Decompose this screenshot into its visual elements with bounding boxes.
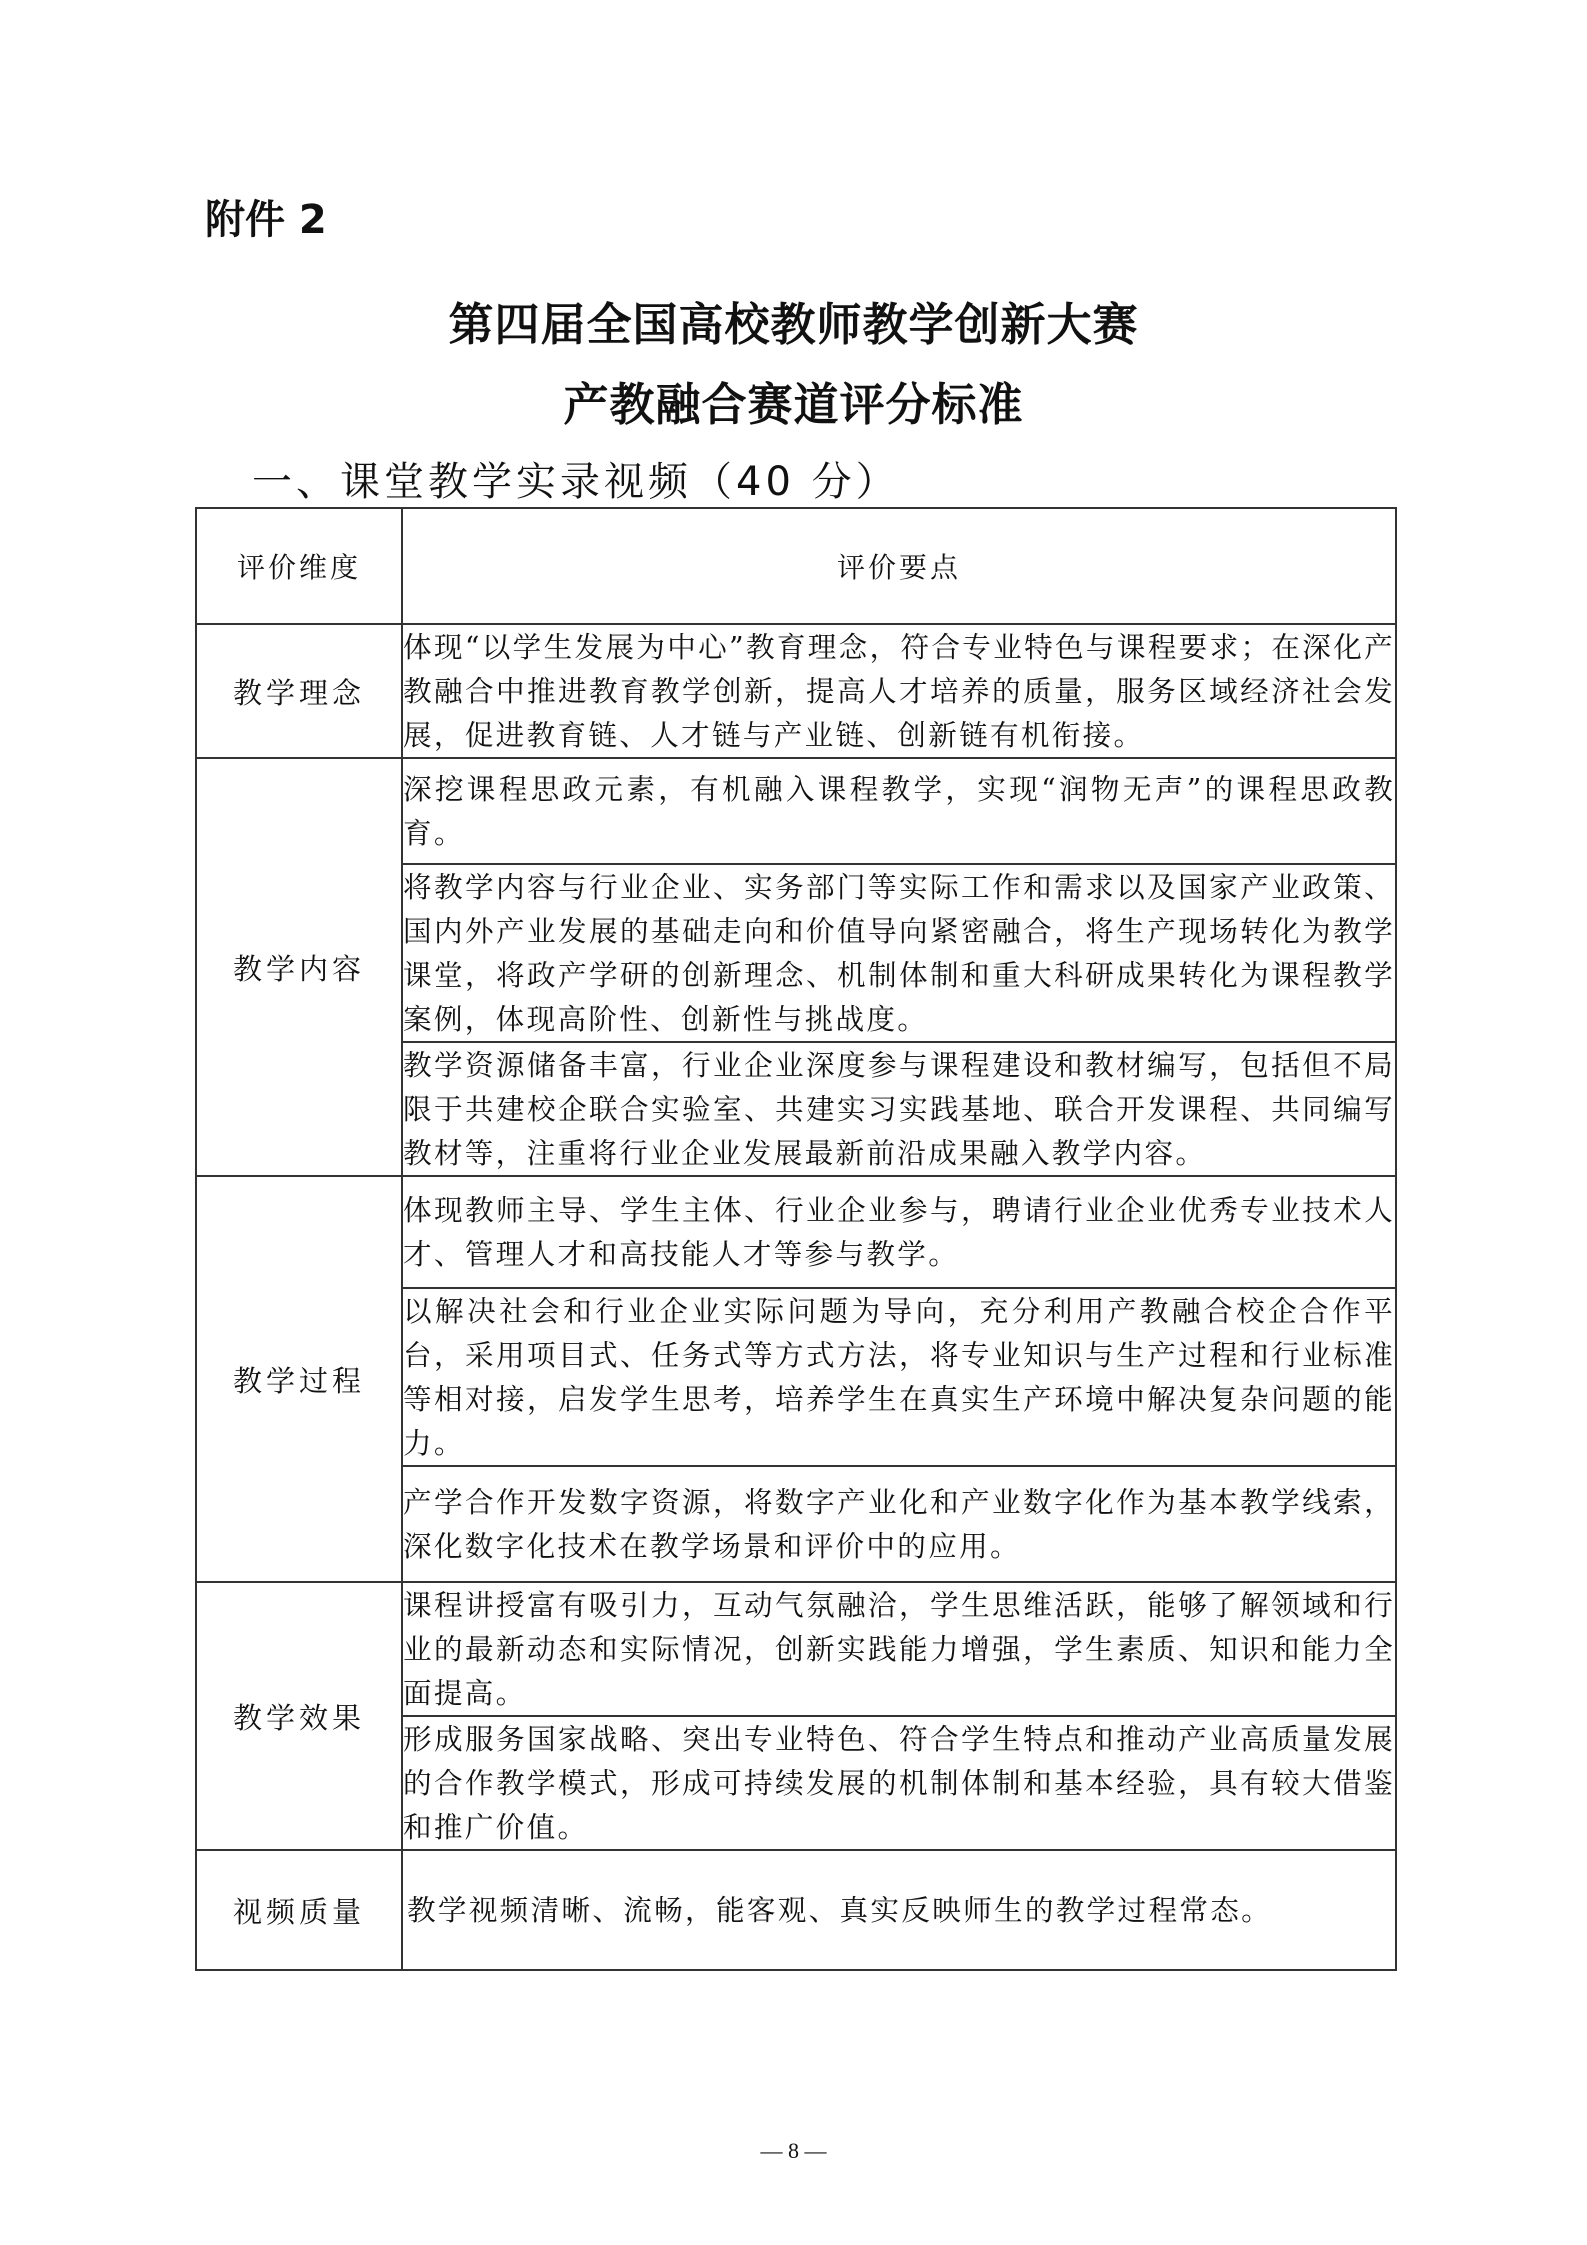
dimension-cell: 教学理念 — [196, 624, 402, 758]
dimension-cell: 视频质量 — [196, 1850, 402, 1970]
dimension-cell: 教学过程 — [196, 1176, 402, 1582]
table-header-row — [196, 508, 1396, 624]
attachment-label: 附件 2 — [205, 197, 327, 243]
scoring-criteria-table — [195, 507, 1397, 1971]
criteria-point: 深挖课程思政元素，有机融入课程教学，实现“润物无声”的课程思政教育。 — [402, 758, 1396, 864]
criteria-point: 产学合作开发数字资源，将数字产业化和产业数字化作为基本教学线索，深化数字化技术在教学场景和评价中的应用。 — [402, 1466, 1396, 1582]
criteria-point: 形成服务国家战略、突出专业特色、符合学生特点和推动产业高质量发展的合作教学模式，形成可持续发展的机制体制和基本经验，具有较大借鉴和推广价值。 — [402, 1716, 1396, 1850]
criteria-point: 将教学内容与行业企业、实务部门等实际工作和需求以及国家产业政策、国内外产业发展的基础走向和价值导向紧密融合，将生产现场转化为教学课堂，将政产学研的创新理念、机制体制和重大科研成果转化为课程教学案例，体现高阶性、创新性与挑战度。 — [402, 864, 1396, 1042]
criteria-point: 以解决社会和行业企业实际问题为导向，充分利用产教融合校企合作平台，采用项目式、任务式等方式方法，将专业知识与生产过程和行业标准等相对接，启发学生思考，培养学生在真实生产环境中解决复杂问题的能力。 — [402, 1288, 1396, 1466]
table-row — [196, 1582, 1396, 1716]
header-points: 评价要点 — [402, 508, 1396, 624]
page-number: — 8 — — [760, 2138, 827, 2163]
dimension-cell: 教学效果 — [196, 1582, 402, 1850]
criteria-point: 体现“以学生发展为中心”教育理念，符合专业特色与课程要求；在深化产教融合中推进教育教学创新，提高人才培养的质量，服务区域经济社会发展，促进教育链、人才链与产业链、创新链有机衔接。 — [402, 624, 1396, 758]
header-dimension: 评价维度 — [196, 508, 402, 624]
document-title-line-1: 第四届全国高校教师教学创新大赛 — [448, 298, 1139, 351]
table-row — [196, 758, 1396, 864]
dimension-cell: 教学内容 — [196, 758, 402, 1176]
criteria-point: 体现教师主导、学生主体、行业企业参与，聘请行业企业优秀专业技术人才、管理人才和高技能人才等参与教学。 — [402, 1176, 1396, 1288]
criteria-point: 课程讲授富有吸引力，互动气氛融洽，学生思维活跃，能够了解领域和行业的最新动态和实际情况，创新实践能力增强，学生素质、知识和能力全面提高。 — [402, 1582, 1396, 1716]
table-row — [196, 1850, 1396, 1970]
table-row — [196, 1176, 1396, 1288]
document-title-line-2: 产教融合赛道评分标准 — [563, 378, 1024, 431]
criteria-point: 教学资源储备丰富，行业企业深度参与课程建设和教材编写，包括但不局限于共建校企联合实验室、共建实习实践基地、联合开发课程、共同编写教材等，注重将行业企业发展最新前沿成果融入教学内容。 — [402, 1042, 1396, 1176]
criteria-point: 教学视频清晰、流畅，能客观、真实反映师生的教学过程常态。 — [402, 1850, 1396, 1970]
table-row — [196, 624, 1396, 758]
section-heading: 一、课堂教学实录视频（40 分） — [252, 459, 900, 505]
